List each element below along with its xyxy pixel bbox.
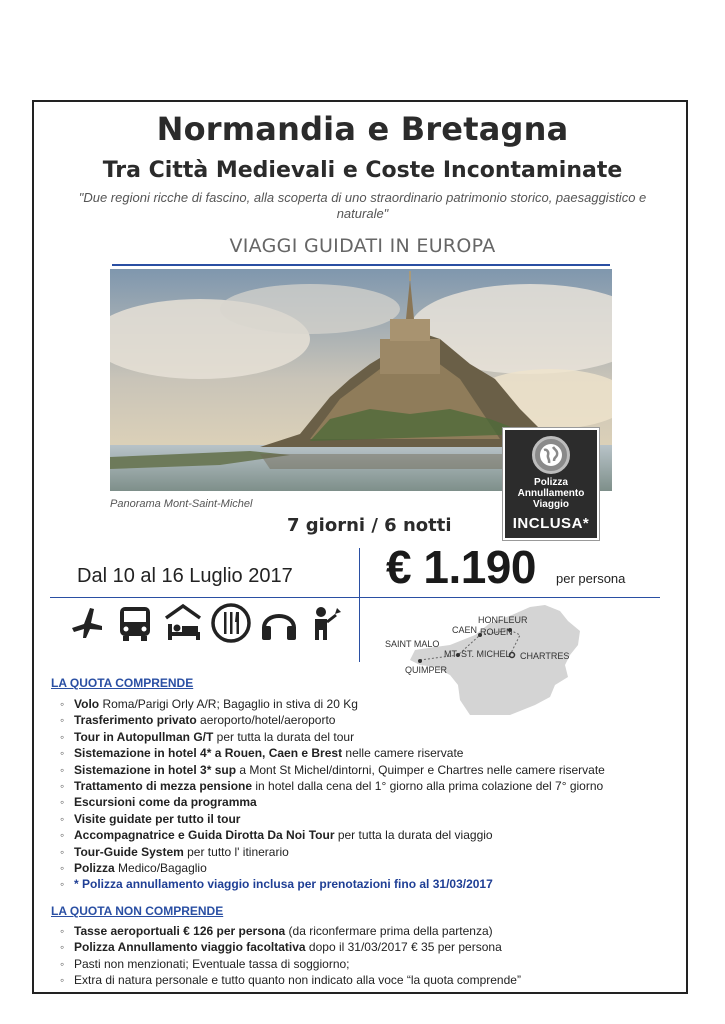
includes-heading: LA QUOTA COMPRENDE: [51, 676, 194, 690]
list-item: ◦ Pasti non menzionati; Eventuale tassa di soggiorno;: [60, 956, 521, 972]
list-item: ◦ Polizza Annullamento viaggio facoltativa dopo il 31/03/2017 € 35 per persona: [60, 939, 521, 955]
badge-line-1: Polizza: [534, 477, 568, 488]
map-city-quimper: QUIMPER: [405, 665, 448, 675]
services-icons: [66, 602, 348, 644]
page-subtitle: Tra Città Medievali e Coste Incontaminate: [102, 158, 623, 183]
trip-dates: Dal 10 al 16 Luglio 2017: [77, 565, 293, 587]
map-city-saint-malo: SAINT MALO: [385, 639, 440, 649]
dining-icon: [210, 602, 252, 644]
includes-list: [60, 696, 605, 893]
badge-line-4: INCLUSA*: [512, 515, 590, 532]
tagline-quote: "Due regioni ricche di fascino, alla scoperta di uno straordinario patrimonio storico, paesaggistico e naturale": [78, 190, 647, 221]
list-item: ◦ Escursioni come da programma: [60, 794, 605, 810]
vertical-divider: [359, 548, 360, 662]
excludes-list: [60, 923, 521, 989]
photo-caption: Panorama Mont-Saint-Michel: [110, 498, 253, 510]
list-item: ◦ Accompagnatrice e Guida Dirotta Da Noi Tour per tutta la durata del viaggio: [60, 827, 605, 843]
list-item: ◦ Trattamento di mezza pensione in hotel dalla cena del 1° giorno alla prima colazione del 7° giorno: [60, 778, 605, 794]
hotel-icon: [162, 602, 204, 644]
map-city-mt-st-michel: MT. ST. MICHEL: [444, 649, 511, 659]
list-item: ◦ Tour in Autopullman G/T per tutta la durata del tour: [60, 729, 605, 745]
trip-duration: 7 giorni / 6 notti: [287, 515, 452, 536]
insurance-badge: [503, 428, 599, 540]
map-city-caen: CAEN: [452, 625, 478, 635]
headphones-icon: [258, 602, 300, 644]
insurance-note: ◦ * Polizza annullamento viaggio inclusa per prenotazioni fino al 31/03/2017: [60, 876, 605, 892]
badge-line-2: Annullamento: [517, 488, 585, 499]
guide-icon: [306, 602, 348, 644]
list-item: ◦ Sistemazione in hotel 4* a Rouen, Caen e Brest nelle camere riservate: [60, 745, 605, 761]
globe-icon: [532, 436, 570, 474]
section-heading: VIAGGI GUIDATI IN EUROPA: [229, 235, 496, 257]
price-unit: per persona: [556, 571, 626, 586]
airplane-icon: [66, 602, 108, 644]
divider: [112, 264, 610, 266]
list-item: ◦ Sistemazione in hotel 3* sup a Mont St Michel/dintorni, Quimper e Chartres nelle camere riservate: [60, 762, 605, 778]
list-item: ◦ Tour-Guide System per tutto l' itinerario: [60, 844, 605, 860]
list-item: ◦ Polizza Medico/Bagaglio: [60, 860, 605, 876]
list-item: ◦ Visite guidate per tutto il tour: [60, 811, 605, 827]
badge-line-3: Viaggio: [533, 499, 569, 510]
map-city-chartres: CHARTRES: [520, 651, 570, 661]
list-item: ◦ Trasferimento privato aeroporto/hotel/aeroporto: [60, 712, 605, 728]
page-title: Normandia e Bretagna: [156, 110, 569, 148]
list-item: ◦ Extra di natura personale e tutto quanto non indicato alla voce “la quota comprende”: [60, 972, 521, 988]
list-item: ◦ Tasse aeroportuali € 126 per persona (da riconfermare prima della partenza): [60, 923, 521, 939]
list-item: ◦ Volo Roma/Parigi Orly A/R; Bagaglio in stiva di 20 Kg: [60, 696, 605, 712]
horizontal-divider: [50, 597, 660, 598]
map-city-honfleur: HONFLEUR: [478, 615, 528, 625]
map-city-rouen: ROUEN: [480, 627, 513, 637]
trip-price: € 1.190: [386, 541, 536, 593]
excludes-heading: LA QUOTA NON COMPRENDE: [51, 904, 224, 918]
bus-icon: [114, 602, 156, 644]
